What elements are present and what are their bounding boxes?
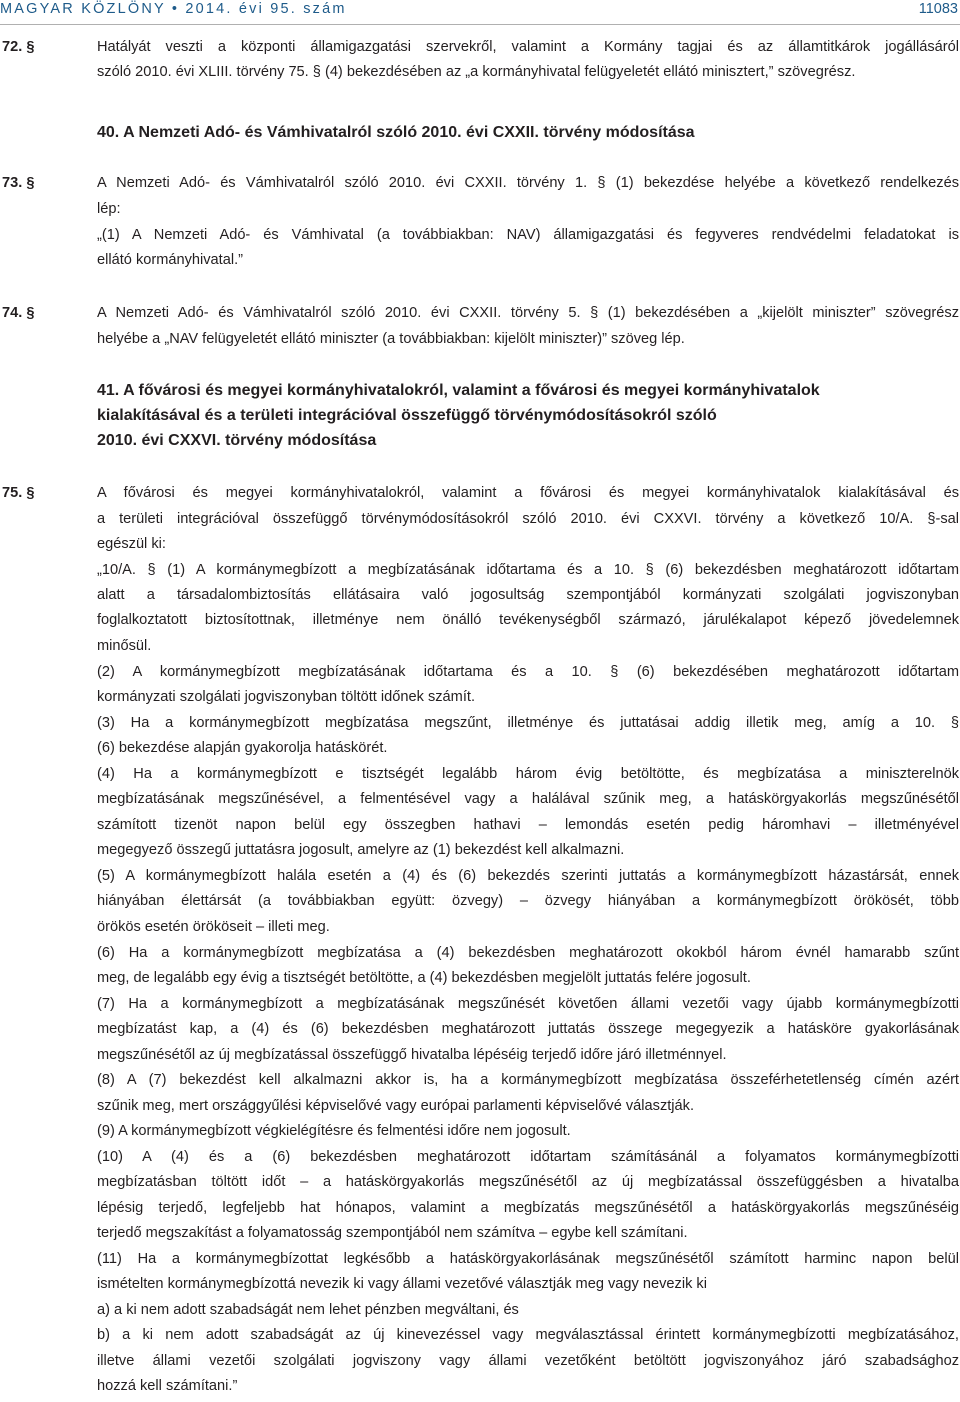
chapter-heading-41: kialakításával és a területi integrációval összefüggő törvénymódosításokról szóló	[97, 407, 717, 424]
journal-title: MAGYAR KÖZLÖNY • 2014. évi 95. szám	[0, 1, 347, 17]
s75-line: egészül ki:	[97, 536, 166, 552]
s74-line: helyébe a „NAV felügyeletét ellátó miniszter (a továbbiakban: kijelölt miniszter)” szöveg lép.	[97, 331, 685, 347]
s75-line: hiányában élettársát (a továbbiakban együtt: özvegy) – özvegy hiányában a kormánymegbízott örökösét, több	[97, 893, 959, 909]
s75-line: (2) A kormánymegbízott megbízatásának időtartama és a 10. § (6) bekezdésében meghatározott időtartam	[97, 664, 959, 680]
s75-line: számított tizenöt napon belül egy összegben hathavi – lemondás esetén pedig háromhavi – illetményével	[97, 817, 959, 833]
s75-line: illetve állami vezetői szolgálati jogviszony vagy állami vezetőként betöltött jogviszonyához járó szabadsághoz	[97, 1353, 959, 1369]
s75-line: (7) Ha a kormánymegbízott a megbízatásának megszűnését követően állami vezetői vagy újabb kormánymegbízotti	[97, 996, 959, 1012]
s75-line: megbízatásban töltött időt – a hatáskörgyakorlás megszűnésétől az új megbízatással összefüggésben a hivatalba	[97, 1174, 959, 1190]
page-number: 11083	[918, 1, 958, 17]
s75-line: a) a ki nem adott szabadságát nem lehet pénzben megváltani, és	[97, 1302, 519, 1318]
s75-line: (6) bekezdése alapján gyakorolja hatáskörét.	[97, 740, 388, 756]
header-divider	[0, 24, 960, 25]
s74-line: A Nemzeti Adó- és Vámhivatalról szóló 2010. évi CXXII. törvény 5. § (1) bekezdésében a „kijelölt miniszter” szövegrész	[97, 305, 959, 321]
s73-line: A Nemzeti Adó- és Vámhivatalról szóló 2010. évi CXXII. törvény 1. § (1) bekezdése helyébe a következő rendelkezés	[97, 175, 959, 191]
s75-line: szűnik meg, mert országgyűlési képviselővé vagy európai parlamenti képviselővé választják.	[97, 1098, 695, 1114]
section-number-74: 74. §	[2, 305, 35, 321]
s73-line: „(1) A Nemzeti Adó- és Vámhivatal (a továbbiakban: NAV) államigazgatási és fegyveres rendvédelmi feladatokat is	[97, 227, 959, 243]
s75-line: b) a ki nem adott szabadságát az új kinevezéssel vagy megválasztással érintett kormánymegbízotti megbízatásához,	[97, 1327, 959, 1343]
chapter-heading-40: 40. A Nemzeti Adó- és Vámhivatalról szóló 2010. évi CXXII. törvény módosítása	[97, 124, 695, 141]
s75-line: megbízatásának megszűnésével, a felmentésével vagy a halálával szűnik meg, a hatáskörgyakorlás megszűnésétől	[97, 791, 959, 807]
s75-line: alatt a társadalombiztosítás ellátásaira való jogosultság szempontjából kormányzati szolgálati jogviszonyban	[97, 587, 959, 603]
section-number-73: 73. §	[2, 175, 35, 191]
s75-line: hozzá kell számítani.”	[97, 1378, 238, 1394]
s75-line: (4) Ha a kormánymegbízott e tisztségét legalább három évig betöltötte, és megbízatása a miniszterelnök	[97, 766, 959, 782]
s73-line: lép:	[97, 201, 121, 217]
chapter-heading-41: 41. A fővárosi és megyei kormányhivatalokról, valamint a fővárosi és megyei kormányhivatalok	[97, 382, 820, 399]
s75-line: terjedő megszakítást a folyamatosság szempontjából nem számítva – egybe kell számítani.	[97, 1225, 688, 1241]
s75-line: lépésig terjedő, legfeljebb hat hónapos, valamint a megbízatás megszűnésétől a hatáskörgyakorlás megszűnéséig	[97, 1200, 959, 1216]
page-header	[0, 1, 960, 25]
s75-line: (11) Ha a kormánymegbízottat legkésőbb a hatáskörgyakorlásának megszűnésétől számított harminc napon belül	[97, 1251, 959, 1267]
s75-line: ismételten kormánymegbízottá nevezik ki vagy állami vezetővé választják meg vagy nevezik ki	[97, 1276, 707, 1292]
s75-line: megszűnésétől az új megbízatással összefüggő hivatalba lépéséig terjedő időre járó illetménnyel.	[97, 1047, 727, 1063]
s75-line: (6) Ha a kormánymegbízott megbízatása a (4) bekezdésben meghatározott okokból három évnél hamarabb szűnt	[97, 945, 959, 961]
s75-line: (3) Ha a kormánymegbízott megbízatása megszűnt, illetménye és juttatásai addig illetik meg, amíg a 10. §	[97, 715, 959, 731]
s75-line: megbízatást kap, a (4) és (6) bekezdésben meghatározott juttatás összege megegyezik a hatásköre gyakorlásának	[97, 1021, 959, 1037]
chapter-heading-41: 2010. évi CXXVI. törvény módosítása	[97, 432, 377, 449]
s75-line: minősül.	[97, 638, 152, 654]
s75-line: (5) A kormánymegbízott halála esetén a (4) és (6) bekezdés szerinti juttatás a kormánymegbízott házastársát, ennek	[97, 868, 959, 884]
s75-line: (8) A (7) bekezdést kell alkalmazni akkor is, ha a kormánymegbízott megbízatása összeférhetetlenség címén azért	[97, 1072, 959, 1088]
section-number-72: 72. §	[2, 39, 35, 55]
s73-line: ellátó kormányhivatal.”	[97, 252, 244, 268]
s75-line: „10/A. § (1) A kormánymegbízott a megbízatásának időtartama és a 10. § (6) bekezdésben meghatározott időtartam	[97, 562, 959, 578]
s75-line: megegyező összegű juttatásra jogosult, amelyre az (1) bekezdést kell alkalmazni.	[97, 842, 625, 858]
s75-line: (9) A kormánymegbízott végkielégítésre és felmentési időre nem jogosult.	[97, 1123, 571, 1139]
s75-line: a területi integrációval összefüggő törvénymódosításokról szóló 2010. évi CXXVI. törvény a következő 10/A. §-sal	[97, 511, 959, 527]
s75-line: foglalkoztatott biztosítottnak, illetménye nem önálló tevékenységből származó, járulékalapot képező jövedelemnek	[97, 612, 959, 628]
section-number-75: 75. §	[2, 485, 35, 501]
s75-line: kormányzati szolgálati jogviszonyban töltött időnek számít.	[97, 689, 475, 705]
s72-line: Hatályát veszti a központi államigazgatási szervekről, valamint a Kormány tagjai és az államtitkárok jogállásáról	[97, 39, 959, 55]
s75-line: A fővárosi és megyei kormányhivatalokról, valamint a fővárosi és megyei kormányhivatalok kialakításával és	[97, 485, 959, 501]
s75-line: meg, de legalább egy évig a tisztségét betöltötte, a (4) bekezdésben megjelölt juttatás felére jogosult.	[97, 970, 751, 986]
s75-line: (10) A (4) és a (6) bekezdésben meghatározott időtartam számításánál a folyamatos kormánymegbízotti	[97, 1149, 959, 1165]
s75-line: örökös esetén örököseit – illeti meg.	[97, 919, 330, 935]
s72-line: szóló 2010. évi XLIII. törvény 75. § (4) bekezdésében az „a kormányhivatal felügyeletét ellátó minisztert,” szövegrész.	[97, 64, 856, 80]
